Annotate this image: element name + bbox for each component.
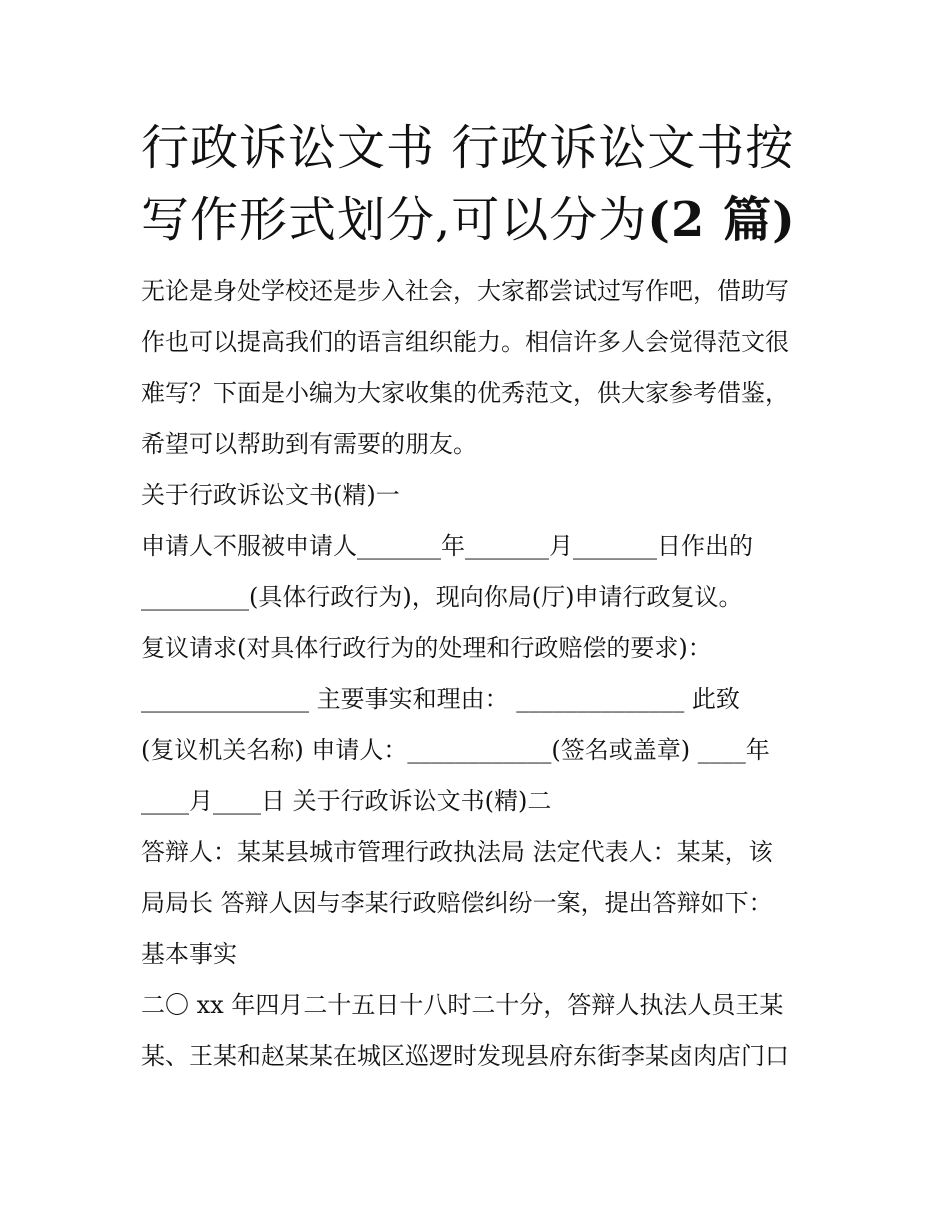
intro-line: 希望可以帮助到有需要的朋友。 xyxy=(141,430,477,458)
section-subheading: 基本事实 xyxy=(141,940,237,968)
title-line-2 xyxy=(141,184,816,256)
body-line: 答辩人：某某县城市管理行政执法局 法定代表人：某某，该 xyxy=(141,838,773,866)
title-line-1: 行政诉讼文书 行政诉讼文书按 xyxy=(141,120,795,176)
document-page xyxy=(141,112,816,1082)
body-line: _________(具体行政行为)，现向你局(厅)申请行政复议。 xyxy=(141,583,743,611)
body-line: ______________ 主要事实和理由： ______________ 此致 xyxy=(141,685,740,713)
title-line-2-count: (2 xyxy=(647,192,706,248)
body-line: 复议请求(对具体行政行为的处理和行政赔偿的要求)： xyxy=(141,634,712,662)
intro-paragraph xyxy=(141,266,816,470)
body-line: 二〇 xx 年四月二十五日十八时二十分，答辩人执法人员王某 xyxy=(141,991,784,1019)
intro-line: 难写？下面是小编为大家收集的优秀范文，供大家参考借鉴， xyxy=(141,379,789,407)
body-line: 申请人不服被申请人_______年_______月_______日作出的 xyxy=(141,532,753,560)
title-line-2-unit: 篇) xyxy=(705,192,796,248)
intro-line: 无论是身处学校还是步入社会，大家都尝试过写作吧，借助写 xyxy=(141,277,789,305)
body-line: 某、王某和赵某某在城区巡逻时发现县府东街李某卤肉店门口 xyxy=(141,1042,789,1070)
body-line: ____月____日 关于行政诉讼文书(精)二 xyxy=(141,787,552,815)
body-text xyxy=(141,470,816,1082)
document-title xyxy=(141,112,816,256)
body-line: 局局长 答辩人因与李某行政赔偿纠纷一案，提出答辩如下： xyxy=(141,889,773,917)
intro-line: 作也可以提高我们的语言组织能力。相信许多人会觉得范文很 xyxy=(141,328,789,356)
body-line: (复议机关名称) 申请人：____________(签名或盖章) ____年 xyxy=(141,736,770,764)
section-heading-1: 关于行政诉讼文书(精)一 xyxy=(141,481,400,509)
title-line-2-text: 写作形式划分,可以分为 xyxy=(141,192,648,248)
